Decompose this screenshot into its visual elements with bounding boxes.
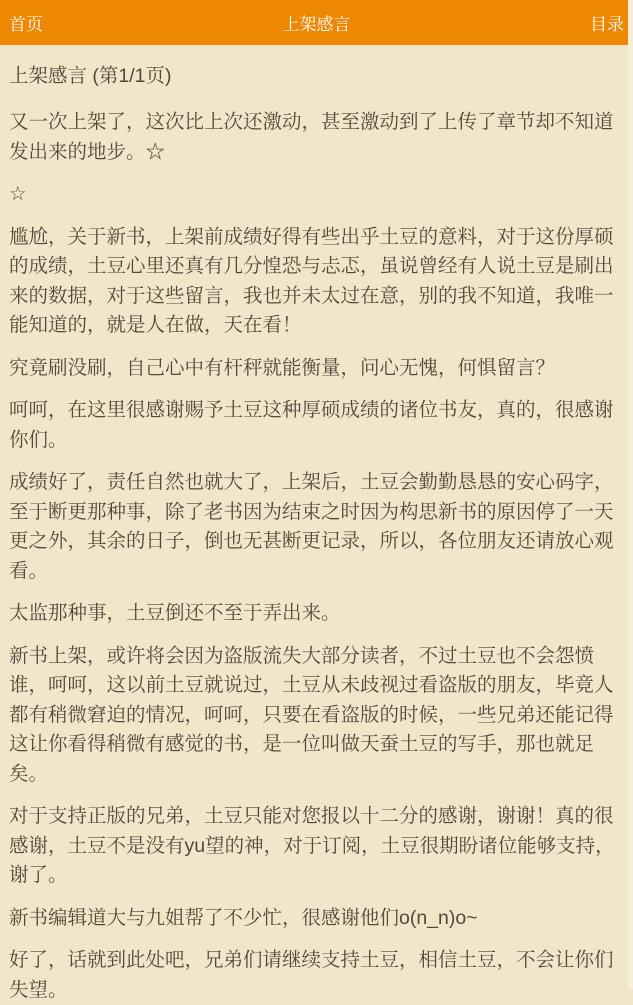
scrollbar-track[interactable] bbox=[628, 0, 633, 989]
paragraph: 成绩好了，责任自然也就大了，上架后，土豆会勤勤恳恳的安心码字，至于断更那种事，除了老书因为结束之时因为构思新书的原因停了一天更之外，其余的日子，倒也无甚断更记录，所以，各位朋友还请放心观看。 bbox=[9, 471, 614, 582]
paragraph: 又一次上架了，这次比上次还激动，甚至激动到了上传了章节却不知道发出来的地步。☆ bbox=[9, 111, 614, 163]
chapter-content bbox=[0, 45, 633, 1005]
paragraph: 尴尬，关于新书，上架前成绩好得有些出乎土豆的意料，对于这份厚硕的成绩，土豆心里还真有几分惶恐与忐忑，虽说曾经有人说土豆是刷出来的数据，对于这些留言，我也并未太过在意，别的我不知道，我唯一能知道的，就是人在做，天在看！ bbox=[9, 225, 614, 336]
paragraph: 对于支持正版的兄弟，土豆只能对您报以十二分的感谢，谢谢！真的很感谢，土豆不是没有yu望的神，对于订阅，土豆很期盼诸位能够支持，谢了。 bbox=[9, 805, 615, 886]
chapter-body bbox=[9, 108, 624, 1005]
paragraph: 新书上架，或许将会因为盗版流失大部分读者，不过土豆也不会怨愤谁，呵呵，这以前土豆就说过，土豆从未歧视过看盗版的朋友，毕竟人都有稍微窘迫的情况，呵呵，只要在看盗版的时候，一些兄弟还能记得这让你看得稍微有感觉的书，是一位叫做天蚕土豆的写手，那也就足矣。 bbox=[9, 644, 614, 785]
paragraph: 究竟刷没刷，自己心中有杆秤就能衡量，问心无愧，何惧留言？ bbox=[9, 356, 556, 379]
paragraph: 呵呵，在这里很感谢赐予土豆这种厚硕成绩的诸位书友，真的，很感谢你们。 bbox=[9, 399, 614, 451]
home-link[interactable]: 首页 bbox=[9, 15, 43, 34]
paragraph: ☆ bbox=[9, 183, 27, 205]
chapter-title-bar: 上架感言 bbox=[282, 15, 351, 34]
table-of-contents-link[interactable]: 目录 bbox=[590, 15, 624, 34]
paragraph: 新书编辑道大与九姐帮了不少忙，很感谢他们o(n_n)o~ bbox=[9, 906, 478, 929]
paragraph: 太监那种事，土豆倒还不至于弄出来。 bbox=[9, 602, 341, 624]
reader-top-bar bbox=[0, 0, 633, 45]
paragraph: 好了，话就到此处吧，兄弟们请继续支持土豆，相信土豆，不会让你们失望。 bbox=[9, 949, 614, 1001]
page-title: 上架感言 (第1/1页) bbox=[9, 65, 172, 87]
